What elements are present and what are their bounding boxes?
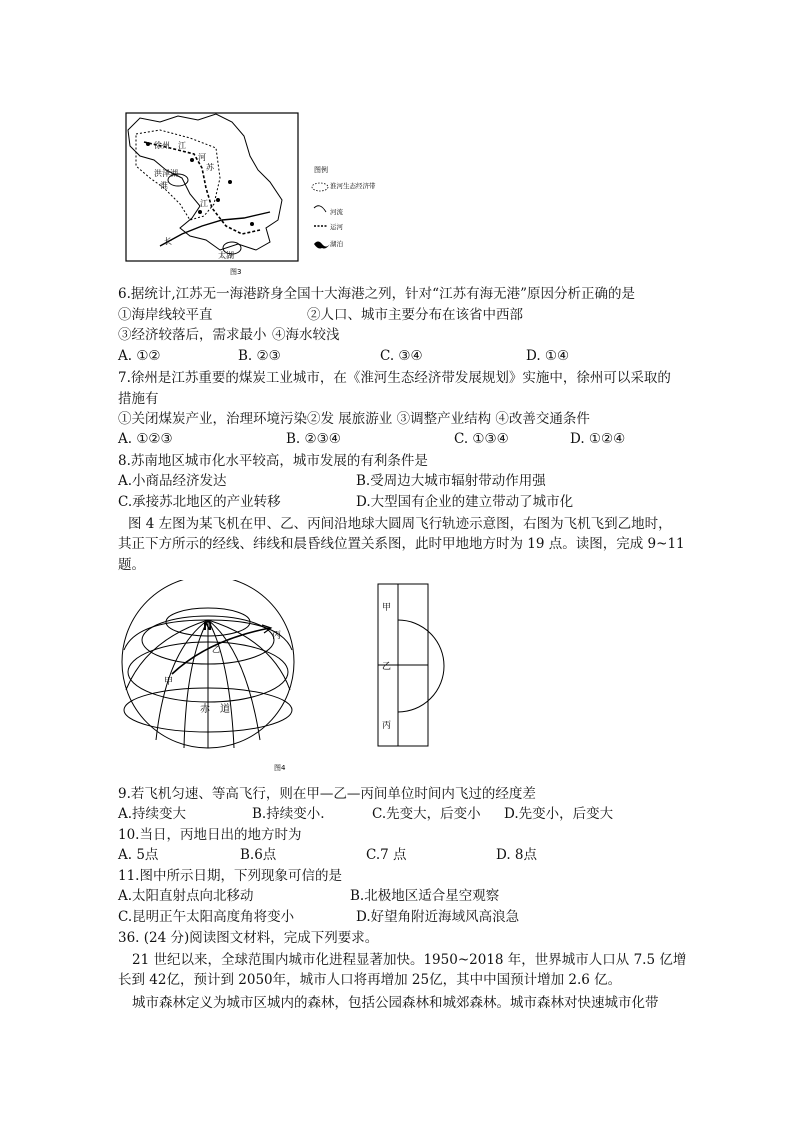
eco-belt-legend-icon [312, 183, 328, 191]
q6-opt2: ②人口、城市主要分布在该省中西部 [307, 307, 523, 323]
legend-title: 图例 [314, 166, 328, 174]
q6-choice-b[interactable]: B. ②③ [238, 348, 281, 364]
q11-choice-a[interactable]: A.太阳直射点向北移动 [118, 888, 254, 904]
q8-choice-b[interactable]: B.受周边大城市辐射带动作用强 [356, 473, 546, 489]
q36-para2-line1: 城市森林定义为城市区城内的森林，包括公园森林和城郊森林。城市森林对快速城市化带 [132, 995, 659, 1011]
intro4-line3: 题。 [118, 557, 145, 573]
label-north: N [203, 620, 213, 633]
q9-choice-b[interactable]: B.持续变小. [252, 806, 325, 822]
label-taihu: 太湖 [218, 251, 234, 260]
q10-choice-b[interactable]: B.6点 [240, 847, 277, 863]
label-su: 苏 [206, 163, 214, 172]
q36-para1-line1: 21 世纪以来，全球范围内城市化进程显著加快。1950~2018 年，世界城市人口从 7.5 亿增 [132, 952, 687, 968]
label-chang: 长 [164, 237, 172, 246]
label-bing: 丙 [272, 631, 282, 641]
label-equator: 赤 道 [200, 704, 230, 715]
figure-4 [116, 580, 446, 780]
label-jiang2: 江 [200, 199, 208, 208]
right-label-yi: 乙 [382, 662, 392, 672]
q6-stem: 6.据统计,江苏无一海港跻身全国十大海港之列，针对“江苏有海无港”原因分析正确的是 [118, 286, 635, 302]
q7-choice-a[interactable]: A. ①②③ [118, 431, 173, 447]
q7-stem-line2: 措施有 [118, 391, 159, 407]
figure-3-map [120, 108, 380, 278]
q6-choice-c[interactable]: C. ③④ [380, 348, 423, 364]
label-jiang: 江 [178, 141, 186, 150]
q10-choice-d[interactable]: D. 8点 [496, 847, 538, 863]
q10-choice-c[interactable]: C.7 点 [366, 847, 407, 863]
globe [122, 580, 294, 748]
legend-canal: 运河 [330, 223, 343, 231]
globe-and-terminator-diagram [116, 580, 446, 780]
q9-choice-c[interactable]: C.先变大，后变小 [372, 806, 481, 822]
intro4-line1: 图 4 左图为某飞机在甲、乙、丙间沿地球大圆周飞行轨迹示意图，右图为飞机飞到乙地时， [128, 516, 672, 532]
q9-choice-d[interactable]: D.先变小，后变大 [504, 806, 614, 822]
q7-choice-b[interactable]: B. ②③④ [286, 431, 341, 447]
label-yi: 乙 [212, 645, 220, 654]
right-label-jia: 甲 [382, 603, 392, 613]
lake-legend-icon [314, 242, 330, 249]
q8-choice-d[interactable]: D.大型国有企业的建立带动了城市化 [356, 494, 574, 510]
label-huai: 淮 [160, 181, 168, 190]
q8-choice-a[interactable]: A.小商品经济发达 [118, 473, 227, 489]
legend-lake: 湖泊 [330, 240, 343, 248]
q6-opt4: ④海水较浅 [272, 327, 340, 343]
intro4-line2: 其正下方所示的经线、纬线和晨昏线位置关系图，此时甲地地方时为 19 点。读图，完成 9~11 [118, 536, 685, 552]
q10-choice-a[interactable]: A. 5点 [118, 847, 159, 863]
jiangsu-map [120, 108, 380, 278]
q8-stem: 8.苏南地区城市化水平较高，城市发展的有利条件是 [118, 453, 428, 469]
figure-4-caption: 图4 [274, 764, 286, 772]
q11-stem: 11.图中所示日期，下列现象可信的是 [118, 868, 342, 884]
q6-opt3: ③经济较落后，需求最小 [118, 327, 267, 343]
label-hongze: 洪泽湖 [154, 169, 178, 178]
q11-choice-d[interactable]: D.好望角附近海域风高浪急 [356, 909, 520, 925]
q36-stem: 36. (24 分)阅读图文材料，完成下列要求。 [118, 930, 379, 946]
q6-choice-d[interactable]: D. ①④ [526, 348, 570, 364]
label-he: 河 [198, 153, 206, 162]
river-legend-icon [314, 206, 326, 212]
q7-stem-line1: 7.徐州是江苏重要的煤炭工业城市，在《淮河生态经济带发展规划》实施中，徐州可以采取的 [118, 370, 671, 386]
q7-choice-d[interactable]: D. ①②④ [570, 431, 626, 447]
q36-para1-line2: 长到 42亿，预计到 2050年，城市人口将再增加 25亿，其中中国预计增加 2.6 亿。 [118, 972, 622, 988]
label-jia: 甲 [164, 677, 174, 687]
legend-eco: 淮河生态经济带 [330, 182, 376, 190]
q10-stem: 10.当日，丙地日出的地方时为 [118, 827, 302, 843]
q11-choice-c[interactable]: C.昆明正午太阳高度角将变小 [118, 909, 295, 925]
right-label-bing: 丙 [382, 721, 392, 731]
legend-river: 河流 [330, 208, 343, 216]
q7-options: ①关闭煤炭产业，治理环境污染②发 展旅游业 ③调整产业结构 ④改善交通条件 [118, 411, 590, 427]
label-xuzhou: 徐州 [154, 141, 170, 150]
q11-choice-b[interactable]: B.北极地区适合星空观察 [350, 888, 500, 904]
q6-choice-a[interactable]: A. ①② [118, 348, 161, 364]
q6-opt1: ①海岸线较平直 [118, 307, 213, 323]
q8-choice-c[interactable]: C.承接苏北地区的产业转移 [118, 494, 281, 510]
figure-3-caption: 图3 [230, 268, 242, 276]
q9-stem: 9.若飞机匀速、等高飞行，则在甲—乙—丙间单位时间内飞过的经度差 [118, 786, 536, 802]
q7-choice-c[interactable]: C. ①③④ [454, 431, 509, 447]
q9-choice-a[interactable]: A.持续变大 [118, 806, 187, 822]
